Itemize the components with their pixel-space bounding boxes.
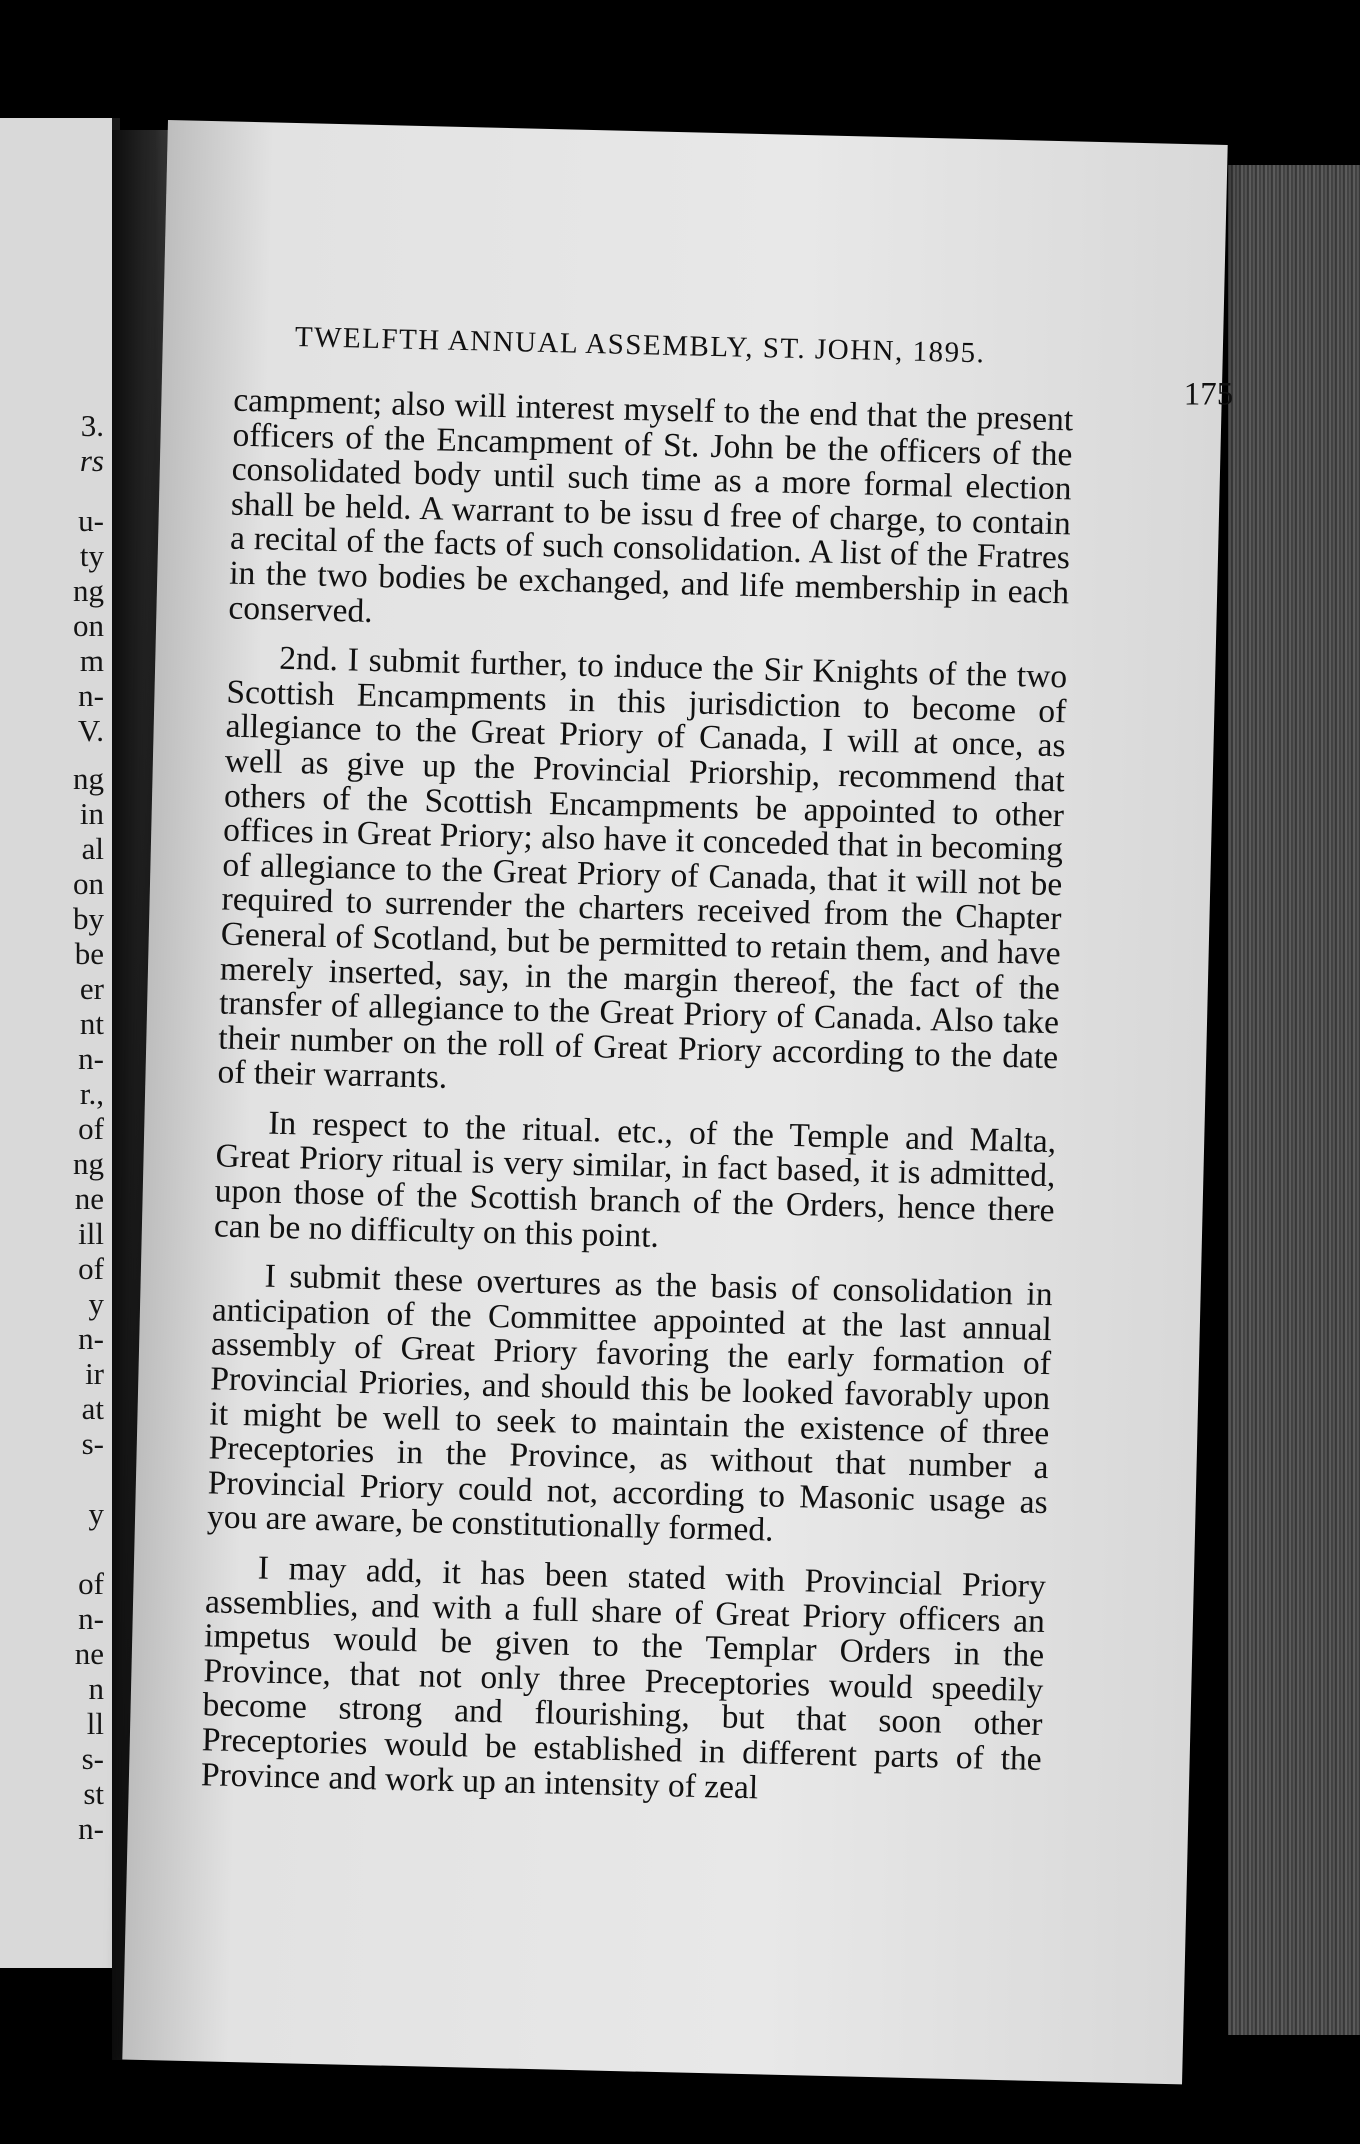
left-fragment: ir	[85, 1356, 104, 1391]
left-fragment: 3.	[80, 408, 104, 443]
paragraph: I may add, it has been stated with Provincial Priory assemblies, and with a full share of Great Priory officers an impetus would be given to the Templar Orders in the Province, that not only three Preceptories would speedily become strong and flourishing, but that soon other Preceptories would be established in different parts of the Province and work up an intensity of zeal	[200, 1549, 1047, 1806]
left-fragment: on	[73, 608, 104, 643]
left-fragment: er	[79, 971, 104, 1006]
adjacent-page-fragments	[0, 118, 112, 1968]
page-number: 175	[1183, 376, 1234, 413]
left-fragment: n-	[78, 1041, 104, 1076]
paragraph: I submit these overtures as the basis of consolidation in anticipation of the Committee appointed at the last annual assembly of Great Priory favoring the early formation of Provincial Priories, and should this be looked favorably upon it might be well to seek to maintain the existence of three Preceptories in the Province, as without that number a Provincial Priory could not, according to Masonic usage as you are aware, be constitutionally formed.	[206, 1257, 1054, 1550]
left-fragment: of	[78, 1251, 104, 1286]
left-fragment: r.,	[79, 1076, 104, 1111]
left-fragment: m	[79, 643, 104, 678]
left-fragment: on	[73, 866, 104, 901]
left-fragment: n-	[78, 678, 104, 713]
left-fragment: n-	[78, 1321, 104, 1356]
paragraph: 2nd. I submit further, to induce the Sir Knights of the two Scottish Encampments in this jurisdiction to become of allegiance to the Great Priory of Canada, I will at once, as well as give up the Provincial Priorship, recommend that others of the Scottish Encampments be appointed to other offices in Great Priory; also have it conceded that in becoming of allegiance to the Great Priory of Canada, that it will not be required to surrender the charters received from the Chapter General of Scotland, but be permitted to retain them, and have merely inserted, say, in the margin thereof, the fact of the transfer of allegiance to the Great Priory of Canada. Also take their number on the roll of Great Priory according to the date of their warrants.	[217, 639, 1068, 1097]
book-page	[122, 120, 1234, 2084]
left-fragment: ll	[86, 1706, 104, 1741]
left-fragment: s-	[81, 1741, 104, 1776]
left-fragment: y	[88, 1286, 104, 1321]
left-fragment: al	[81, 831, 104, 866]
left-fragment: be	[74, 936, 104, 971]
left-fragment: ng	[73, 761, 104, 796]
left-fragment: ng	[73, 1146, 104, 1181]
left-fragment: ng	[73, 573, 104, 608]
left-fragment: nt	[79, 1006, 104, 1041]
left-fragment: ne	[74, 1636, 104, 1671]
left-fragment: in	[79, 796, 104, 831]
running-head: TWELFTH ANNUAL ASSEMBLY, ST. JOHN, 1895.	[294, 321, 986, 370]
left-fragment: of	[78, 1566, 104, 1601]
left-fragment: s-	[81, 1426, 104, 1461]
left-fragment: V.	[77, 713, 104, 748]
left-fragment: y	[88, 1496, 104, 1531]
paragraph: campment; also will interest myself to the end that the present officers of the Encampment of St. John be the officers of the consolidated body until such time as a more formal election shall be held. A warrant to be issu d free of charge, to contain a recital of the facts of such consolidation. A list of the Fratres in the two bodies be exchanged, and life membership in each conserved.	[228, 381, 1074, 630]
body-text	[200, 381, 1074, 1828]
left-fragment: rs	[79, 443, 104, 478]
left-fragment: at	[81, 1391, 104, 1426]
left-fragment: ill	[78, 1216, 104, 1251]
paragraph: In respect to the ritual. etc., of the Temple and Malta, Great Priory ritual is very similar, in fact based, it is admitted, upon those of the Scottish branch of the Orders, hence there can be no difficulty on this point.	[213, 1104, 1057, 1255]
left-fragment: ne	[74, 1181, 104, 1216]
left-fragment: by	[73, 901, 104, 936]
page-edges	[1228, 165, 1360, 2035]
left-fragment: n	[88, 1671, 104, 1706]
left-fragment: of	[78, 1111, 104, 1146]
left-fragment: n-	[78, 1601, 104, 1636]
left-fragment: u-	[78, 503, 104, 538]
left-fragment: ty	[79, 538, 104, 573]
left-fragment: st	[83, 1776, 104, 1811]
left-fragment: n-	[78, 1811, 104, 1846]
adjacent-page-left	[0, 118, 120, 1968]
